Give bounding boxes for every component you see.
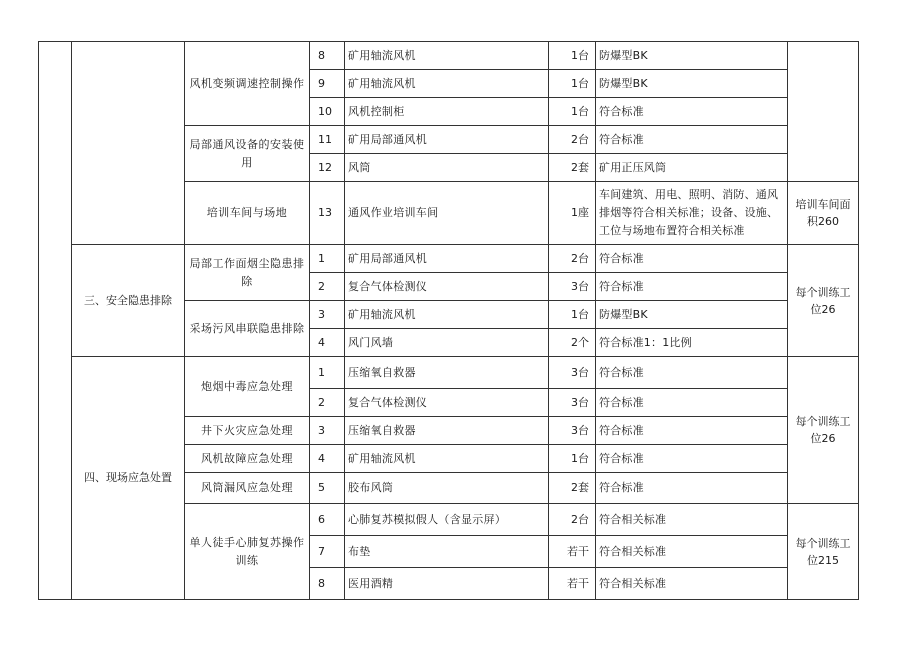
item-name: 矿用轴流风机 [345,445,549,473]
module-cell: 局部工作面烟尘隐患排除 [185,245,310,301]
section-cell-blank [72,42,185,245]
item-qty: 3台 [549,273,596,301]
item-no: 2 [310,273,345,301]
item-name: 复合气体检测仪 [345,273,549,301]
module-cell: 单人徒手心肺复苏操作训练 [185,504,310,600]
item-no: 4 [310,445,345,473]
item-name: 风筒 [345,154,549,182]
item-name: 矿用轴流风机 [345,301,549,329]
item-qty: 2个 [549,329,596,357]
item-no: 4 [310,329,345,357]
item-no: 10 [310,98,345,126]
item-requirement: 车间建筑、用电、照明、消防、通风排烟等符合相关标准；设备、设施、工位与场地布置符合相关标准 [596,182,788,245]
item-no: 1 [310,357,345,389]
item-no: 1 [310,245,345,273]
item-no: 8 [310,568,345,600]
table-row [39,42,859,70]
module-cell: 井下火灾应急处理 [185,417,310,445]
item-no: 9 [310,70,345,98]
module-cell: 局部通风设备的安装使用 [185,126,310,182]
item-qty: 3台 [549,357,596,389]
item-name: 矿用轴流风机 [345,42,549,70]
module-cell: 炮烟中毒应急处理 [185,357,310,417]
item-requirement: 符合标准 [596,417,788,445]
outer-blank-cell [39,42,72,600]
module-cell: 风机变频调速控制操作 [185,42,310,126]
module-cell: 采场污风串联隐患排除 [185,301,310,357]
scale-cell: 每个训练工位26 [788,245,859,357]
item-qty: 2套 [549,473,596,504]
item-qty: 1台 [549,445,596,473]
module-cell: 风机故障应急处理 [185,445,310,473]
item-requirement: 符合相关标准 [596,504,788,536]
item-requirement: 防爆型BK [596,70,788,98]
item-requirement: 符合标准 [596,98,788,126]
item-requirement: 符合标准 [596,273,788,301]
item-requirement: 防爆型BK [596,42,788,70]
section-title: 三、安全隐患排除 [72,245,185,357]
item-name: 布垫 [345,536,549,568]
item-requirement: 符合标准 [596,126,788,154]
item-qty: 1台 [549,301,596,329]
item-no: 6 [310,504,345,536]
item-no: 8 [310,42,345,70]
item-requirement: 符合相关标准 [596,568,788,600]
item-no: 3 [310,417,345,445]
item-requirement: 符合标准 [596,357,788,389]
item-requirement: 矿用正压风筒 [596,154,788,182]
item-requirement: 防爆型BK [596,301,788,329]
item-no: 3 [310,301,345,329]
item-qty: 3台 [549,417,596,445]
item-qty: 2套 [549,154,596,182]
item-no: 12 [310,154,345,182]
item-name: 复合气体检测仪 [345,389,549,417]
item-requirement: 符合标准 [596,445,788,473]
module-cell: 培训车间与场地 [185,182,310,245]
scale-cell-blank [788,42,859,182]
item-name: 压缩氧自救器 [345,357,549,389]
item-qty: 1台 [549,42,596,70]
item-requirement: 符合相关标准 [596,536,788,568]
item-qty: 2台 [549,126,596,154]
item-name: 矿用轴流风机 [345,70,549,98]
scale-cell: 每个训练工位26 [788,357,859,504]
item-no: 2 [310,389,345,417]
item-no: 7 [310,536,345,568]
item-qty: 2台 [549,504,596,536]
item-requirement: 符合标准 [596,245,788,273]
item-name: 医用酒精 [345,568,549,600]
item-name: 矿用局部通风机 [345,245,549,273]
item-requirement: 符合标准 [596,473,788,504]
item-qty: 3台 [549,389,596,417]
item-name: 胶布风筒 [345,473,549,504]
table-row [39,245,859,273]
scale-cell: 培训车间面积260 [788,182,859,245]
item-no: 11 [310,126,345,154]
item-qty: 1台 [549,70,596,98]
item-name: 矿用局部通风机 [345,126,549,154]
equipment-table [38,41,859,600]
scale-cell: 每个训练工位215 [788,504,859,600]
item-qty: 若干 [549,536,596,568]
item-qty: 1台 [549,98,596,126]
section-title: 四、现场应急处置 [72,357,185,600]
item-requirement: 符合标准 [596,389,788,417]
table-row [39,357,859,389]
item-name: 心肺复苏模拟假人（含显示屏） [345,504,549,536]
item-qty: 2台 [549,245,596,273]
module-cell: 风筒漏风应急处理 [185,473,310,504]
item-qty: 1座 [549,182,596,245]
item-name: 压缩氧自救器 [345,417,549,445]
item-name: 风机控制柜 [345,98,549,126]
item-name: 通风作业培训车间 [345,182,549,245]
item-qty: 若干 [549,568,596,600]
item-no: 5 [310,473,345,504]
item-name: 风门风墙 [345,329,549,357]
item-requirement: 符合标准1：1比例 [596,329,788,357]
item-no: 13 [310,182,345,245]
